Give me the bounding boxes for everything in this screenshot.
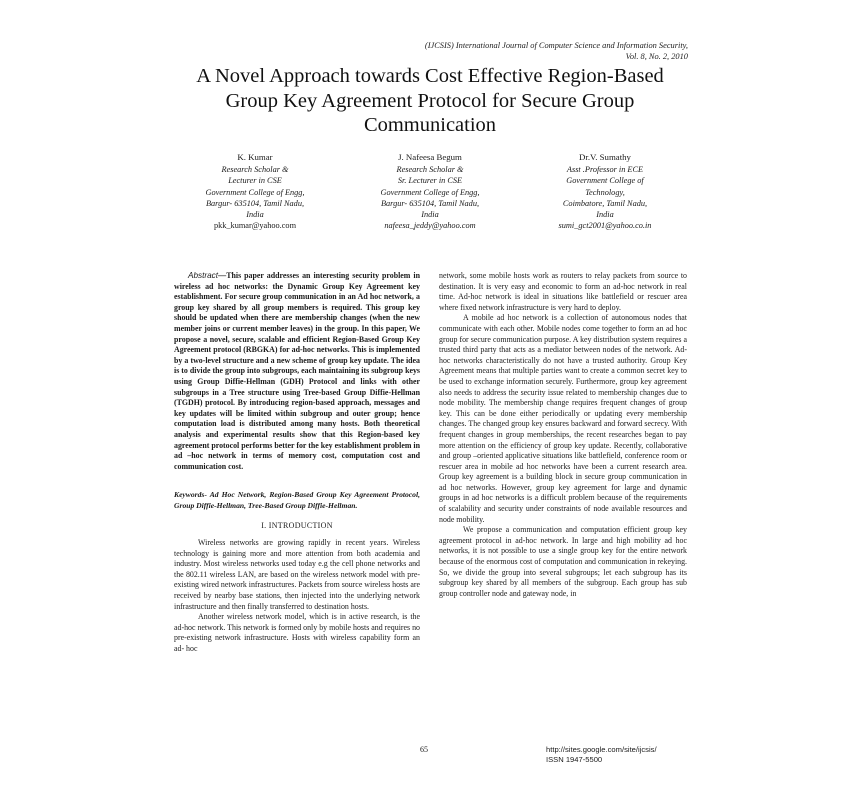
- paper-title: A Novel Approach towards Cost Effective Region-Based Group Key Agreement Protocol for Secure Group Communication: [196, 65, 664, 136]
- author-affiliation-line: India: [246, 210, 264, 220]
- author-affiliation-line: Sr. Lecturer in CSE: [397, 176, 463, 186]
- author-affiliation-line: Government College of: [566, 176, 644, 186]
- author-2: [347, 152, 513, 231]
- author-name: K. Kumar: [237, 152, 273, 162]
- author-3: [522, 152, 688, 231]
- author-affiliation-line: Research Scholar &: [396, 165, 464, 175]
- abstract: [174, 271, 420, 472]
- author-email[interactable]: nafeesa_jeddy@yahoo.com: [384, 221, 476, 231]
- author-affiliation-line: Research Scholar &: [221, 165, 289, 175]
- issn: ISSN 1947-5500: [546, 754, 603, 764]
- author-affiliation-line: Coimbatore, Tamil Nadu,: [562, 198, 648, 208]
- author-email[interactable]: pkk_kumar@yahoo.com: [213, 221, 297, 231]
- abstract-label: Abstract—: [188, 271, 227, 280]
- footer-info: [546, 745, 657, 764]
- keywords: Keywords- Ad Hoc Network, Region-Based Group Key Agreement Protocol, Group Diffie-Hellman, Tree-Based Group Diffie-Hellman.: [174, 490, 420, 510]
- author-affiliation-line: Government College of Engg,: [205, 187, 305, 197]
- right-column: [439, 271, 687, 599]
- author-1: [172, 152, 338, 231]
- body-paragraph: Another wireless network model, which is in active research, is the ad-hoc network. This network is formed only by mobile hosts and requires no pre-existing network infrastructure. Hosts with wireless capability form an ad- hoc: [174, 612, 420, 653]
- author-affiliation-line: Government College of Engg,: [380, 187, 480, 197]
- journal-url-link[interactable]: http://sites.google.com/site/ijcsis/: [546, 745, 657, 754]
- journal-volume: Vol. 8, No. 2, 2010: [625, 51, 688, 61]
- author-affiliation-line: Bargur- 635104, Tamil Nadu,: [380, 198, 480, 208]
- section-heading-introduction: I. INTRODUCTION: [261, 521, 333, 531]
- journal-header: [328, 41, 688, 62]
- author-name: Dr.V. Sumathy: [579, 152, 631, 162]
- body-paragraph: network, some mobile hosts work as routers to relay packets from source to destination. It is very easy and economic to form an ad-hoc network in real time. Ad-hoc network is ideal in situations like battlefield or rescuer area where fixed network infrastructure is very hard to deploy.: [439, 271, 687, 312]
- author-affiliation-line: Asst .Professor in ECE: [566, 165, 644, 175]
- author-name: J. Nafeesa Begum: [398, 152, 462, 162]
- author-affiliation-line: India: [596, 210, 614, 220]
- author-affiliation-line: Technology,: [585, 187, 625, 197]
- author-email[interactable]: sumi_gct2001@yahoo.co.in: [558, 221, 652, 231]
- author-affiliation-line: Bargur- 635104, Tamil Nadu,: [205, 198, 305, 208]
- journal-name: (IJCSIS) International Journal of Computer Science and Information Security,: [424, 41, 688, 50]
- body-paragraph: We propose a communication and computation efficient group key agreement protocol in ad-hoc network. In large and high mobility ad hoc networks, it is not possible to use a single group key for the entire network because of the enormous cost of computation and communication in rekeying. So, we divide the group into several subgroups; let each subgroup has its subgroup key shared by all members of the subgroup. Each group has sub group controller node and gateway node, in: [439, 525, 687, 598]
- page-number: 65: [420, 745, 428, 754]
- left-column: [174, 271, 420, 655]
- author-affiliation-line: Lecturer in CSE: [228, 176, 282, 186]
- body-paragraph: Wireless networks are growing rapidly in recent years. Wireless technology is gaining more and more attention from both academia and industry. Most wireless networks used today e.g the cell phone networks and the 802.11 wireless LAN, are based on the wireless network model with pre-existing wired network infrastructures. Packets from source wireless hosts are received by nearby base stations, then injected into the underlying network infrastructure and then finally transferred to destination hosts.: [174, 538, 420, 611]
- body-paragraph: A mobile ad hoc network is a collection of autonomous nodes that communicate with each other. Mobile nodes come together to form an ad hoc group for secure communication purpose. A key distribution system requires a trusted third party that acts as a mediator between nodes of the network. Ad-hoc networks characteristically do not have a trusted authority. Group Key Agreement means that multiple parties want to create a common secret key to be used to exchange information securely. Furthermore, group key agreement also needs to address the security issue related to membership changes due to node mobility. The membership change requires frequent changes of group key. This can be done either periodically or updating every membership changes. The changed group key ensures backward and forward secrecy. With frequent changes in group memberships, the recent researches began to pay more attention on the efficiency of group key update. Recently, collaborative and group –oriented applicative situations like battlefield, conference room or rescuer area in mobile ad hoc networks have been a current research area. Group key agreement is a building block in secure group communication in ad hoc networks. However, group key agreement for large and dynamic groups in ad hoc networks is a difficult problem because of the requirements of scalability and security under constraints of node available resources and node mobility.: [439, 313, 687, 524]
- author-affiliation-line: India: [421, 210, 439, 220]
- abstract-text: This paper addresses an interesting security problem in wireless ad hoc networks: the Dynamic Group Key Agreement key establishment. For secure group communication in an Ad hoc network, a group key shared by all group members is required. This group key should be updated when there are membership changes (when the new member joins or current member leaves) in the group. In this paper, We propose a novel, secure, scalable and efficient Region-Based Group Key Agreement protocol (RBGKA) for ad-hoc networks. This is implemented by a two-level structure and a new scheme of group key update. The idea is to divide the group into subgroups, each maintaining its subgroup keys using Group Diffie-Hellman (GDH) Protocol and links with other subgroups in a Tree structure using Tree-based Group Diffie-Hellman (TGDH) protocol. By introducing region-based approach, messages and key updates will be limited within subgroup and outer group; hence computation load is distributed among many hosts. Both theoretical analysis and experimental results show that this Region-based key agreement protocol performs better for the key establishment problem in ad –hoc network in terms of memory cost, computation cost and communication cost.: [174, 271, 420, 471]
